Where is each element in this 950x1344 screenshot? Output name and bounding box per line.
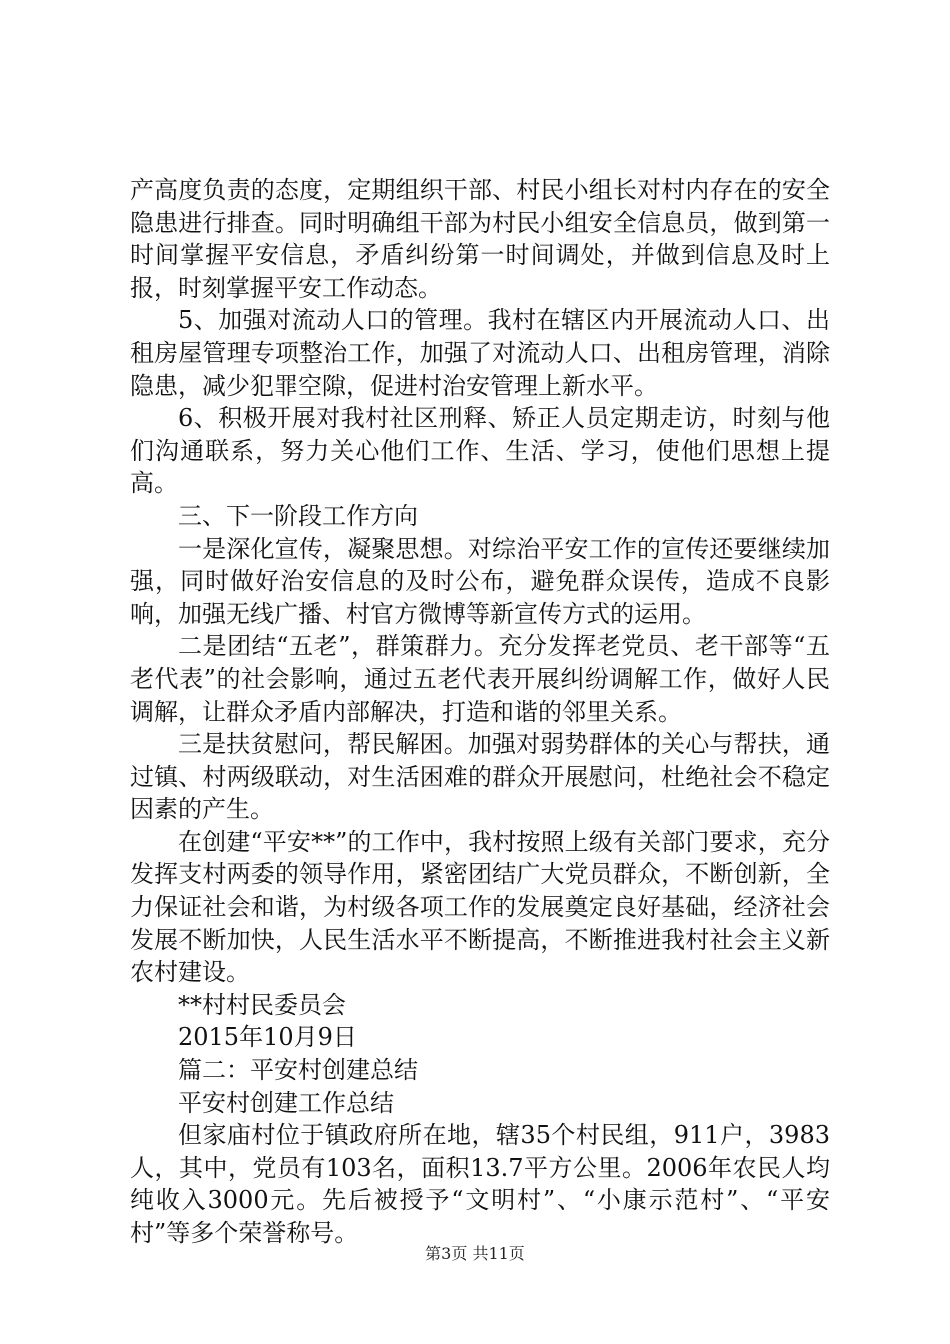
article-two-title: 平安村创建工作总结 — [178, 1088, 394, 1117]
document-body — [130, 174, 830, 1250]
paragraph-community-visits: 6、积极开展对我村社区刑释、矫正人员定期走访，时刻与他们沟通联系，努力关心他们工作、生活、学习，使他们思想上提高。 — [130, 404, 830, 498]
paragraph-village-overview: 但家庙村位于镇政府所在地，辖35个村民组，911户，3983人，其中，党员有103名，面积13.7平方公里。2006年农民人均纯收入3000元。先后被授予“文明村”、“小康示范村”、“平安村”等多个荣誉称号。 — [130, 1121, 830, 1247]
paragraph-deepen-publicity: 一是深化宣传，凝聚思想。对综治平安工作的宣传还要继续加强，同时做好治安信息的及时公布，避免群众误传，造成不良影响，加强无线广播、村官方微博等新宣传方式的运用。 — [130, 534, 830, 628]
paragraph-unite-five-elders: 二是团结“五老”，群策群力。充分发挥老党员、老干部等“五老代表”的社会影响，通过五老代表开展纠纷调解工作，做好人民调解，让群众矛盾内部解决，打造和谐的邻里关系。 — [130, 632, 830, 726]
article-two-heading: 篇二：平安村创建总结 — [178, 1056, 418, 1085]
paragraph-floating-population: 5、加强对流动人口的管理。我村在辖区内开展流动人口、出租房屋管理专项整治工作，加强了对流动人口、出租房管理，消除隐患，减少犯罪空隙，促进村治安管理上新水平。 — [130, 306, 830, 400]
signature-committee: **村村民委员会 — [178, 990, 346, 1019]
paragraph-poverty-relief: 三是扶贫慰问，帮民解困。加强对弱势群体的关心与帮扶，通过镇、村两级联动，对生活困难的群众开展慰问，杜绝社会不稳定因素的产生。 — [130, 730, 830, 824]
paragraph-safety-check: 产高度负责的态度，定期组织干部、村民小组长对村内存在的安全隐患进行排查。同时明确组干部为村民小组安全信息员，做到第一时间掌握平安信息，矛盾纠纷第一时间调处，并做到信息及时上报，时刻掌握平安工作动态。 — [130, 176, 830, 302]
page-number-footer: 第3页 共11页 — [425, 1244, 525, 1263]
signature-date: 2015年10月9日 — [178, 1023, 357, 1052]
section-heading-next-stage: 三、下一阶段工作方向 — [178, 501, 418, 530]
paragraph-conclusion: 在创建“平安**”的工作中，我村按照上级有关部门要求，充分发挥支村两委的领导作用，紧密团结广大党员群众，不断创新，全力保证社会和谐，为村级各项工作的发展奠定良好基础，经济社会发展不断加快，人民生活水平不断提高，不断推进我村社会主义新农村建设。 — [130, 827, 830, 987]
